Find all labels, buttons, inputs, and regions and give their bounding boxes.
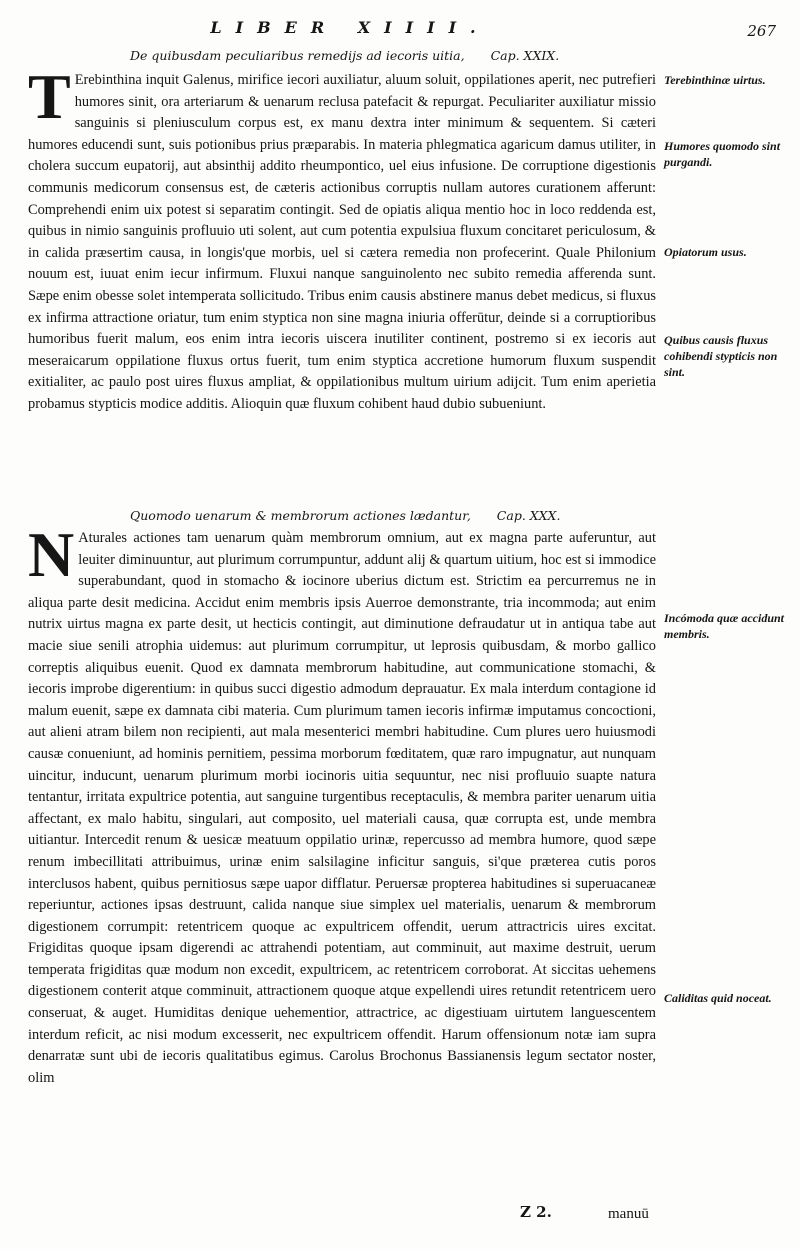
margin-note-fluxus: Quibus causis fluxus cohibendi stypticis non sint. bbox=[664, 333, 778, 379]
catchword: manuū bbox=[608, 1206, 649, 1222]
chapter-29-title: De quibusdam peculiaribus remedijs ad iecoris uitia, bbox=[130, 48, 465, 63]
chapter-29-body: Erebinthina inquit Galenus, mirifice iecori auxiliatur, aluum soluit, oppilationes aperit, nec putrefieri humores sinit, ora arteriarum & uenarum reclusa patefacit & repurgat. Peculiariter auxiliatur missio sanguinis si pleniusculum corpus est, ex manu dextra inter minimum & sequentem. Si cæteri humores educendi sunt, suis potionibus prius præparabis. In materia phlegmatica agaricum damus utiliter, in cholera succum eupatorij, aut absinthij addito rheumpontico, uel eius infusione. De corruptione digestionis communis medicorum consensus est, de cæteris actionibus corruptis nullam autores curationem afferunt: Comprehendi enim uix potest si separatim contingit. Sed de opiatis aliqua mentio hoc in loco reddenda est, quibus in nimio sanguinis profluuio uti solent, aut cum potentia expulsiua fluxum concitaret periculosum, & in calida præsertim causa, in longis'que morbis, uel si cætera remedia non profecerint. Quale Philonium nouum est, iuuat enim iecur infirmum. Fluxui nanque sanguinolento nec subito remedia afferenda sunt. Sæpe enim obesse solet intemperata sollicitudo. Tribus enim causis abstinere manus debet medicus, si fluxus ex infirma attractione oriatur, tum enim styptica non sine magna iniuria offerūtur, deinde si a corruptioribus humoribus fuerit malum, eos enim intra iecoris uiscera inutiliter continent, postremo si ex iecoris aut meseraicarum oppilatione fluxus ortus fuerit, tum enim styptica accretione humorum fluxum suspendit exitialiter, ac paulo post uires fluxus ampliat, & oppilationibus multum uirium adijcit. Tum enim aperietia probamus stypticis modice additis. Alioquin quæ fluxum cohibent haud dubio subueniunt. bbox=[28, 72, 656, 412]
chapter-30-title: Quomodo uenarum & membrorum actiones lædantur, bbox=[130, 508, 471, 523]
margin-note-opiatorum: Opiatorum usus. bbox=[664, 245, 747, 259]
chapter-30-heading bbox=[130, 508, 670, 523]
margin-note-incommoda: Incómoda quæ accidunt membris. bbox=[664, 611, 785, 641]
margin-note-terebinthina: Terebinthinæ uirtus. bbox=[664, 73, 766, 87]
margin-note-humores: Humores quomodo sint purgandi. bbox=[664, 139, 781, 169]
signature-mark: Z 2. bbox=[520, 1203, 552, 1221]
chapter-30-initial: N bbox=[28, 519, 75, 590]
chapter-30-number: Cap. XXX. bbox=[496, 508, 561, 523]
chapter-29-heading bbox=[130, 48, 670, 63]
chapter-30-body: Aturales actiones tam uenarum quàm membrorum omnium, aut ex magna parte auferuntur, aut leuiter diminuuntur, aut plurimum corrumpuntur, addunt alij & quartum uitium, hoc est si immodice superabundant, quod in stomacho & iocinore uberius dictum est. Strictim ea percurremus ne in aliqua parte desit medicina. Accidut enim membris ipsis Auerroe demonstrante, tria incommoda; aut enim nutrix uirtus magna ex parte desit, ut hecticis contingit, aut diminutione defraudatur ut in antiqua tabe aut macie siue senili atrophia uidemus: aut plurimum corrumpitur, ut leprosis quibusdam, & morbo gallico correptis aliquibus euenit. Quod ex damnata membrorum habitudine, aut communicatione stomachi, & iecoris improbe digerentium: in quibus succi digestio admodum deprauatur. Ex mala interdum contagione id malum euenit, sæpe ex damnata cibi materia. Cum plurimum tamen iecoris infirmæ imputamus concoctioni, aut alieni atram bilem non recipienti, aut mala mesenterici membri habitudine. Cum plures uero huiusmodi causæ conueniunt, ad hominis pernitiem, pessima morborum fœditatem, quæ raro impugnatur, aut nunquam uincitur, inducunt, uenarum plurimum morbi iocinoris uitia sequuntur, nec nisi profluuio suapte natura tentantur, irritata expultrice potentia, aut sanguine turgentibus receptaculis, & membra pariter uenarum uitia affectant, ex malo habitu, singulari, aut composito, uel materiali causa, quæ corrupta est, unde membra uitiantur. Intercedit renum & uesicæ meatuum oppilatio urinæ, repercusso ad membra humore, quod sæpe renum imbecillitati attribuimus, urinæ enim salsilagine inficitur sanguis, si'que præterea cutis poros interclusos habent, quibus pernitiosus sæpe uapor difflatur. Peruersæ propterea habitudines si superuacaneæ reperiuntur, actiones ipsas destruunt, calida nanque siue simplex uel materialis, uenarum & membrorum digestionem corrumpit: retentricem quoque ac expultricem offendit, uerum attractricis uires excitat. Frigiditas quoque ipsam digerendi ac attrahendi potentiam, aut comminuit, aut maxime destruit, uerum temperata frigiditas quæ modum non excedit, expultricem, ac retentricem corroborat. At siccitas uehemens digestionem conterit atque comminuit, attractionem quoque atque expellendi uires retundit retentricem uero conseruat, & auget. Humiditas denique uehementior, attractrice, ac digestiuam uirtutem languescentem interdum reficit, ac nisi modum excesserit, nec expultricem offendit. Harum offensionum notæ iam supra denarratæ sunt ubi de iecoris qualitatibus egimus. Carolus Brochonus Bassianensis legum sectator noster, olim bbox=[28, 530, 656, 1086]
margin-note-caliditas: Caliditas quid noceat. bbox=[664, 991, 772, 1005]
chapter-29-text bbox=[28, 61, 656, 416]
chapter-29-number: Cap. XXIX. bbox=[490, 48, 560, 63]
chapter-29-initial: T bbox=[28, 61, 71, 132]
chapter-30-text bbox=[28, 519, 656, 1089]
running-title: LIBER XIIII. bbox=[210, 18, 490, 37]
page-number: 267 bbox=[747, 22, 776, 40]
